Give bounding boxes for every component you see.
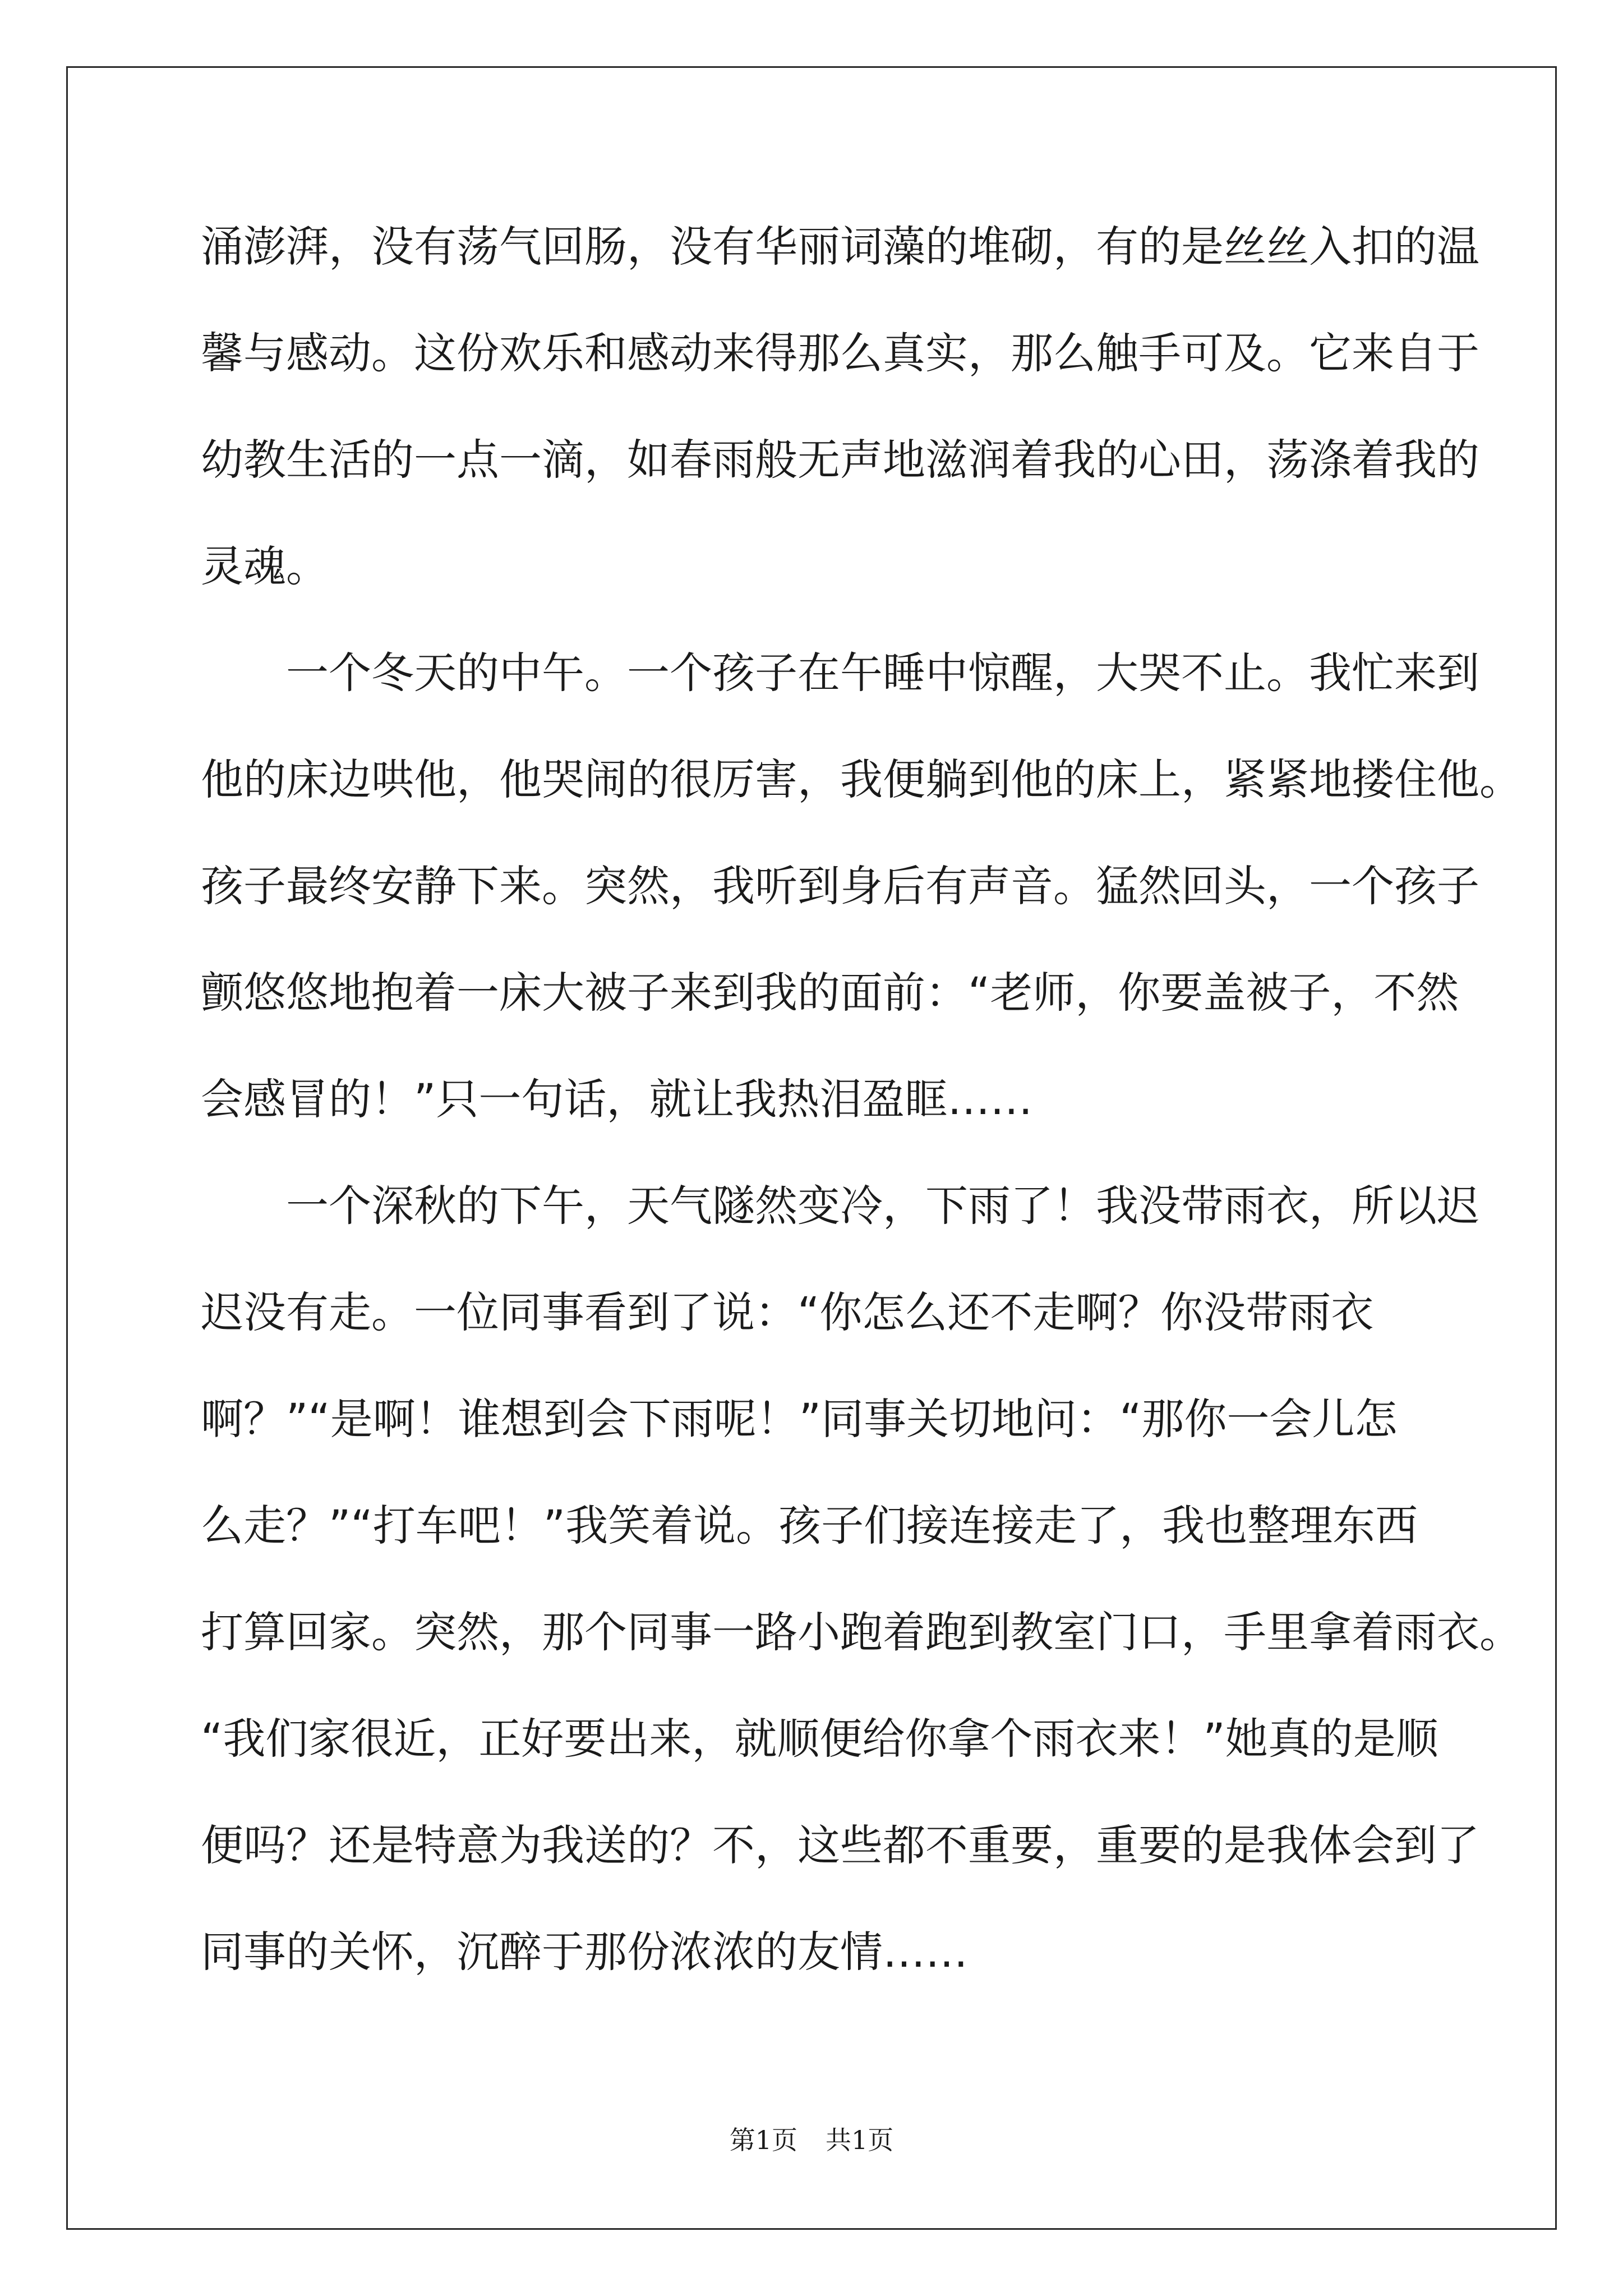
text-line: 一个深秋的下午，天气隧然变冷，下雨了！我没带雨衣，所以迟	[286, 1181, 1479, 1231]
text-line: 同事的关怀，沉醉于那份浓浓的友情……	[201, 1927, 968, 1977]
text-line: 么走？”“打车吧！”我笑着说。孩子们接连接走了，我也整理东西	[201, 1501, 1418, 1550]
text-line: 灵魂。	[201, 541, 329, 591]
text-line: 会感冒的！”只一句话，就让我热泪盈眶……	[201, 1074, 1033, 1124]
text-line: 馨与感动。这份欢乐和感动来得那么真实，那么触手可及。它来自于	[201, 328, 1479, 378]
text-line: 啊？”“是啊！谁想到会下雨呢！”同事关切地问：“那你一会儿怎	[201, 1394, 1398, 1444]
text-line: 一个冬天的中午。一个孩子在午睡中惊醒，大哭不止。我忙来到	[286, 648, 1479, 698]
text-line: 迟没有走。一位同事看到了说：“你怎么还不走啊？你没带雨衣	[201, 1287, 1374, 1337]
text-line: 孩子最终安静下来。突然，我听到身后有声音。猛然回头，一个孩子	[201, 861, 1479, 911]
text-line: 打算回家。突然，那个同事一路小跑着跑到教室门口，手里拿着雨衣。	[201, 1607, 1522, 1657]
text-line: 幼教生活的一点一滴，如春雨般无声地滋润着我的心田，荡涤着我的	[201, 435, 1479, 485]
document-body	[201, 220, 1522, 2032]
page-number-total: 共1页	[826, 2125, 894, 2155]
text-line: “我们家很近，正好要出来，就顺便给你拿个雨衣来！”她真的是顺	[201, 1714, 1438, 1764]
text-line: 他的床边哄他，他哭闹的很厉害，我便躺到他的床上，紧紧地搂住他。	[201, 754, 1522, 804]
page-footer	[0, 2123, 1623, 2157]
text-line: 便吗？还是特意为我送的？不，这些都不重要，重要的是我体会到了	[201, 1820, 1479, 1870]
page-number-current: 第1页	[729, 2125, 797, 2155]
text-line: 涌澎湃，没有荡气回肠，没有华丽词藻的堆砌，有的是丝丝入扣的温	[201, 222, 1479, 272]
text-line: 颤悠悠地抱着一床大被子来到我的面前：“老师，你要盖被子，不然	[201, 968, 1459, 1018]
